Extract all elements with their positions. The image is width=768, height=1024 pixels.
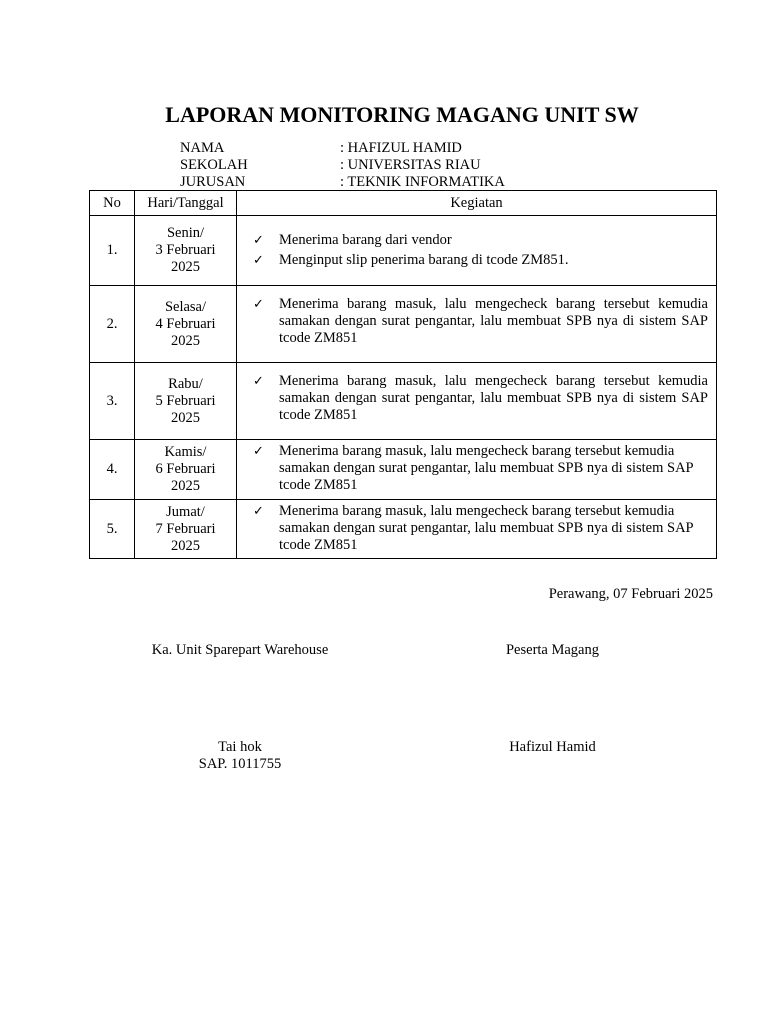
header-day: Hari/Tanggal bbox=[135, 191, 237, 216]
row-activities bbox=[237, 500, 717, 559]
row-number: 4. bbox=[90, 440, 135, 500]
day-year: 2025 bbox=[171, 259, 200, 275]
header-activity: Kegiatan bbox=[237, 191, 717, 216]
day-name: Kamis/ bbox=[164, 444, 207, 460]
row-number: 2. bbox=[90, 286, 135, 363]
table-row bbox=[90, 500, 717, 559]
check-icon: ✓ bbox=[253, 233, 264, 248]
activity-text: Menginput slip penerima barang di tcode ZM851. bbox=[279, 252, 569, 268]
check-icon: ✓ bbox=[253, 374, 264, 389]
row-day bbox=[135, 440, 237, 500]
activity-item bbox=[249, 296, 708, 347]
activity-item bbox=[249, 443, 708, 494]
activity-text: Menerima barang masuk, lalu mengecheck barang tersebut kemudia samakan dengan surat pengantar, lalu membuat SPB nya di sistem SAP tcode ZM851 bbox=[279, 503, 694, 553]
check-icon: ✓ bbox=[253, 504, 264, 519]
info-label-school: SEKOLAH bbox=[180, 157, 248, 173]
row-day bbox=[135, 500, 237, 559]
right-signature-role: Peserta Magang bbox=[505, 642, 599, 658]
table-row bbox=[90, 216, 717, 286]
header-no: No bbox=[90, 191, 135, 216]
info-value-name: : HAFIZUL HAMID bbox=[340, 140, 462, 156]
info-value-school: : UNIVERSITAS RIAU bbox=[340, 157, 481, 173]
day-name: Senin/ bbox=[166, 225, 205, 241]
day-year: 2025 bbox=[171, 332, 200, 349]
table-header-row bbox=[90, 191, 717, 216]
day-year: 2025 bbox=[171, 537, 200, 554]
day-name: Rabu/ bbox=[168, 375, 203, 392]
row-activities bbox=[237, 363, 717, 440]
day-date: 5 Februari bbox=[155, 392, 216, 409]
activity-table bbox=[89, 190, 717, 559]
check-icon: ✓ bbox=[253, 297, 264, 312]
day-name: Selasa/ bbox=[164, 298, 207, 315]
place-date: Perawang, 07 Februari 2025 bbox=[548, 586, 713, 602]
row-number: 5. bbox=[90, 500, 135, 559]
activity-text: Menerima barang masuk, lalu mengecheck barang tersebut kemudia samakan dengan surat pengantar, lalu membuat SPB nya di sistem SAP tcode ZM851 bbox=[279, 296, 708, 346]
activity-item bbox=[249, 232, 708, 249]
left-signature-id: SAP. 1011755 bbox=[198, 756, 282, 772]
activity-item bbox=[249, 503, 708, 554]
day-year: 2025 bbox=[171, 409, 200, 426]
left-signature-name: Tai hok bbox=[218, 739, 262, 755]
activity-text: Menerima barang masuk, lalu mengecheck barang tersebut kemudia samakan dengan surat pengantar, lalu membuat SPB nya di sistem SAP tcode ZM851 bbox=[279, 373, 708, 423]
row-activities bbox=[237, 286, 717, 363]
day-date: 7 Februari bbox=[155, 520, 216, 537]
info-label-major: JURUSAN bbox=[180, 174, 246, 190]
day-name: Jumat/ bbox=[166, 503, 205, 520]
row-activities bbox=[237, 440, 717, 500]
activity-item bbox=[249, 373, 708, 424]
info-label-name: NAMA bbox=[180, 140, 225, 156]
row-day bbox=[135, 363, 237, 440]
row-number: 3. bbox=[90, 363, 135, 440]
check-icon: ✓ bbox=[253, 444, 264, 459]
activity-item bbox=[249, 252, 708, 269]
row-number: 1. bbox=[90, 216, 135, 286]
day-date: 4 Februari bbox=[155, 315, 216, 332]
activity-text: Menerima barang dari vendor bbox=[279, 232, 452, 248]
report-title: LAPORAN MONITORING MAGANG UNIT SW bbox=[165, 102, 639, 127]
day-date: 6 Februari bbox=[155, 461, 216, 477]
table-row bbox=[90, 363, 717, 440]
row-day bbox=[135, 286, 237, 363]
left-signature-block bbox=[130, 739, 350, 773]
table-row bbox=[90, 440, 717, 500]
info-value-major: : TEKNIK INFORMATIKA bbox=[340, 174, 505, 190]
left-signature-role: Ka. Unit Sparepart Warehouse bbox=[151, 642, 329, 658]
day-year: 2025 bbox=[171, 478, 200, 494]
check-icon: ✓ bbox=[253, 253, 264, 268]
table-row bbox=[90, 286, 717, 363]
row-activities bbox=[237, 216, 717, 286]
row-day bbox=[135, 216, 237, 286]
right-signature-name: Hafizul Hamid bbox=[509, 739, 596, 755]
day-date: 3 Februari bbox=[155, 242, 216, 258]
activity-text: Menerima barang masuk, lalu mengecheck barang tersebut kemudia samakan dengan surat pengantar, lalu membuat SPB nya di sistem SAP tcode ZM851 bbox=[279, 443, 694, 493]
